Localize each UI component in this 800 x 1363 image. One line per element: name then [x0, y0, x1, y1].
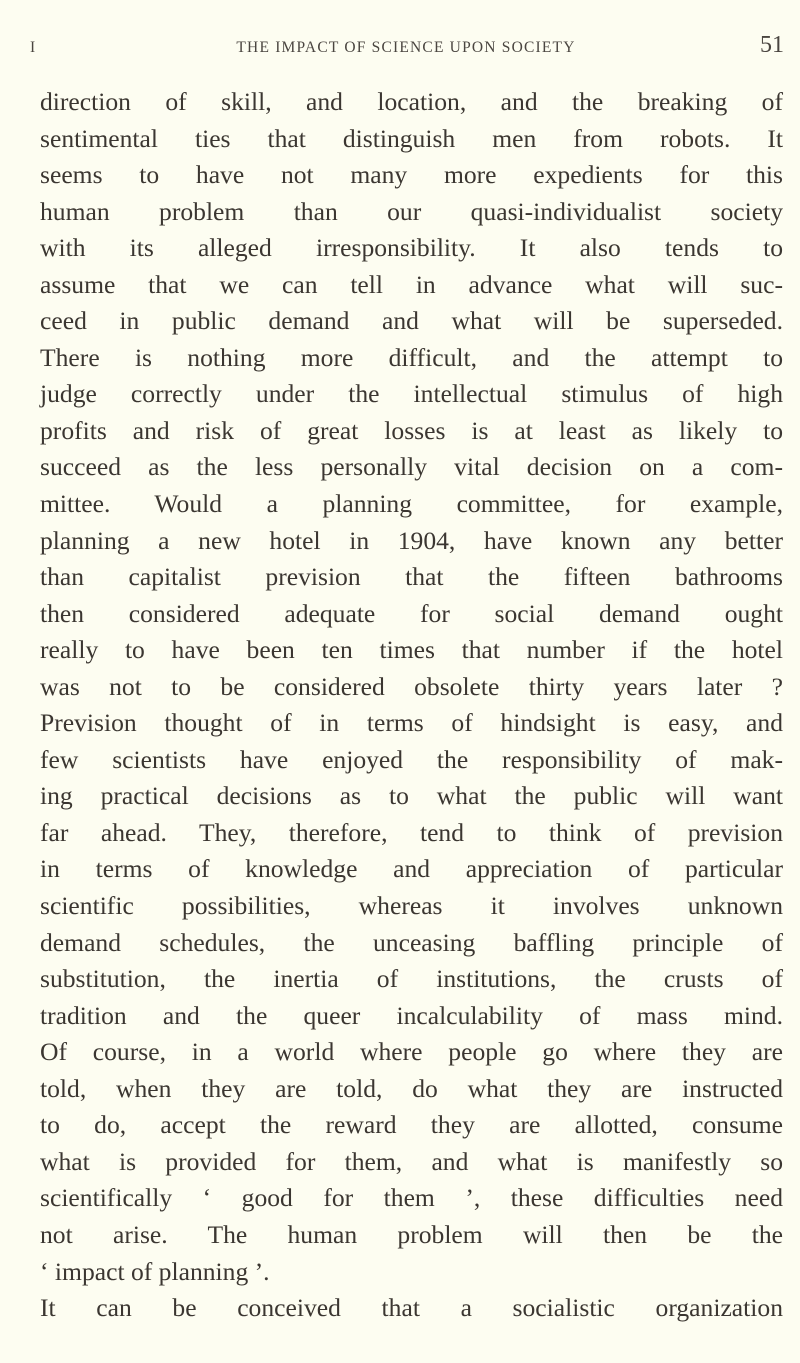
running-title: THE IMPACT OF SCIENCE UPON SOCIETY	[236, 39, 576, 56]
text-line: told, when they are told, do what they are instructed	[40, 1073, 783, 1103]
text-line: sentimental ties that distinguish men from robots. It	[40, 123, 783, 153]
text-line: mittee. Would a planning committee, for example,	[40, 489, 783, 519]
text-line: was not to be considered obsolete thirty years later ?	[40, 671, 783, 701]
text-line: ing practical decisions as to what the public will want	[40, 781, 783, 811]
text-line: human problem than our quasi-individualist society	[40, 196, 783, 226]
text-line: succeed as the less personally vital decision on a com-	[40, 452, 783, 482]
text-line: profits and risk of great losses is at least as likely to	[40, 415, 783, 445]
text-line: few scientists have enjoyed the responsibility of mak-	[40, 744, 783, 774]
body-text	[40, 84, 783, 1327]
text-line: scientific possibilities, whereas it involves unknown	[40, 891, 783, 921]
text-line: direction of skill, and location, and the breaking of	[40, 87, 783, 116]
text-line: seems to have not many more expedients for this	[40, 160, 783, 190]
text-line: It can be conceived that a socialistic organization	[40, 1293, 783, 1323]
text-line: then considered adequate for social demand ought	[40, 598, 783, 628]
page-number: 51	[760, 32, 784, 58]
text-line: Prevision thought of in terms of hindsight is easy, and	[40, 708, 783, 738]
text-line: substitution, the inertia of institutions, the crusts of	[40, 964, 783, 994]
text-line: Of course, in a world where people go where they are	[40, 1037, 783, 1067]
text-line: There is nothing more difficult, and the attempt to	[40, 342, 783, 372]
text-line: really to have been ten times that number if the hotel	[40, 635, 783, 665]
text-line: far ahead. They, therefore, tend to think of prevision	[40, 817, 783, 847]
text-line: assume that we can tell in advance what will suc-	[40, 269, 783, 299]
running-header	[28, 34, 784, 60]
text-line: tradition and the queer incalculability of mass mind.	[40, 1000, 783, 1030]
text-line: ‘ impact of planning ’.	[40, 1256, 270, 1286]
text-line: than capitalist prevision that the fifteen bathrooms	[40, 562, 783, 592]
text-line: not arise. The human problem will then be the	[40, 1219, 783, 1249]
text-line: ceed in public demand and what will be superseded.	[40, 306, 783, 336]
text-line: with its alleged irresponsibility. It also tends to	[40, 233, 783, 263]
text-line: what is provided for them, and what is manifestly so	[40, 1146, 783, 1176]
text-line: to do, accept the reward they are allotted, consume	[40, 1110, 783, 1140]
text-line: planning a new hotel in 1904, have known any better	[40, 525, 783, 555]
text-line: scientifically ‘ good for them ’, these difficulties need	[40, 1183, 783, 1213]
text-line: in terms of knowledge and appreciation of particular	[40, 854, 783, 884]
text-line: demand schedules, the unceasing baffling principle of	[40, 927, 783, 957]
chapter-number: I	[30, 39, 37, 56]
text-line: judge correctly under the intellectual stimulus of high	[40, 379, 783, 409]
